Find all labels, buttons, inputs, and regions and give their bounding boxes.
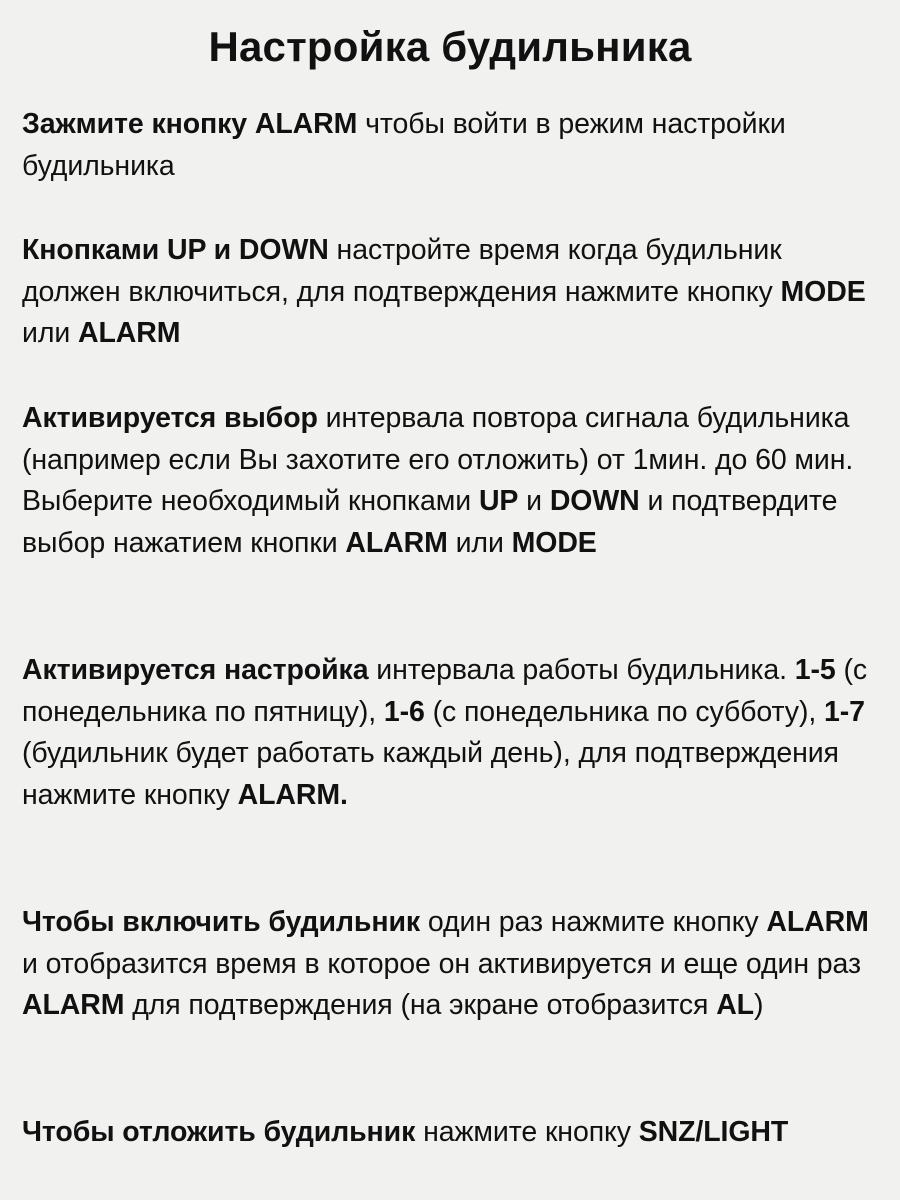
text-run: нажмите кнопку [415,1116,639,1148]
bold-text-run: SNZ/LIGHT [638,1116,789,1148]
bold-text-run: MODE [511,526,597,559]
text-run: ) [754,989,764,1021]
text-run: или [447,526,512,559]
bold-text-run: Активируется выбор [22,402,318,434]
bold-text-run: Чтобы отложить будильник [22,1116,416,1148]
bold-text-run: AL [716,989,754,1021]
text-run: интервала повтора сигнала будильника (например если Вы захотите его отложить) от 1мин. до 60 мин. Выберите необходимый кнопками [22,402,854,517]
bold-text-run: 1-6 [383,695,425,728]
paragraph-set-time [22,230,878,355]
bold-text-run: Активируется настройка [22,654,369,686]
bold-text-run: ALARM [22,989,125,1021]
bold-text-run: ALARM [78,317,181,349]
bold-text-run: Кнопками UP и DOWN [22,234,329,266]
bold-text-run: Зажмите кнопку ALARM [22,108,358,140]
text-run: чтобы войти в режим настройки будильника [22,108,786,182]
bold-text-run: MODE [780,275,866,308]
bold-text-run: UP [478,485,519,517]
paragraph-days-interval [22,650,878,816]
bold-text-run: ALARM. [237,778,348,811]
text-run: один раз нажмите кнопку [420,906,767,938]
bold-text-run: ALARM [345,526,448,559]
paragraph-enter-alarm-mode [22,104,878,187]
text-run: и [518,485,550,517]
text-run: (будильник будет работать каждый день), для подтверждения нажмите кнопку [22,737,839,811]
text-run: настройте время когда будильник должен включиться, для подтверждения нажмите кнопку [22,234,782,308]
text-run: или [22,317,78,349]
bold-text-run: DOWN [549,485,640,517]
text-run: (с понедельника по пятницу), [22,654,867,728]
text-run: для подтверждения (на экране отобразится [124,989,717,1021]
paragraph-snooze-alarm [22,1112,878,1154]
text-run: и отобразится время в которое он активируется и еще один раз [22,947,861,980]
bold-text-run: 1-5 [794,654,836,686]
bold-text-run: Чтобы включить будильник [22,906,421,938]
text-run: (с понедельника по субботу), [424,695,824,728]
page-title: Настройка будильника [208,23,692,70]
text-run: и подтвердите выбор нажатием кнопки [22,485,838,559]
paragraph-enable-alarm [22,902,878,1027]
bold-text-run: ALARM [766,906,869,938]
bold-text-run: 1-7 [823,695,865,728]
paragraph-snooze-interval [22,398,878,564]
text-run: интервала работы будильника. [368,654,795,686]
